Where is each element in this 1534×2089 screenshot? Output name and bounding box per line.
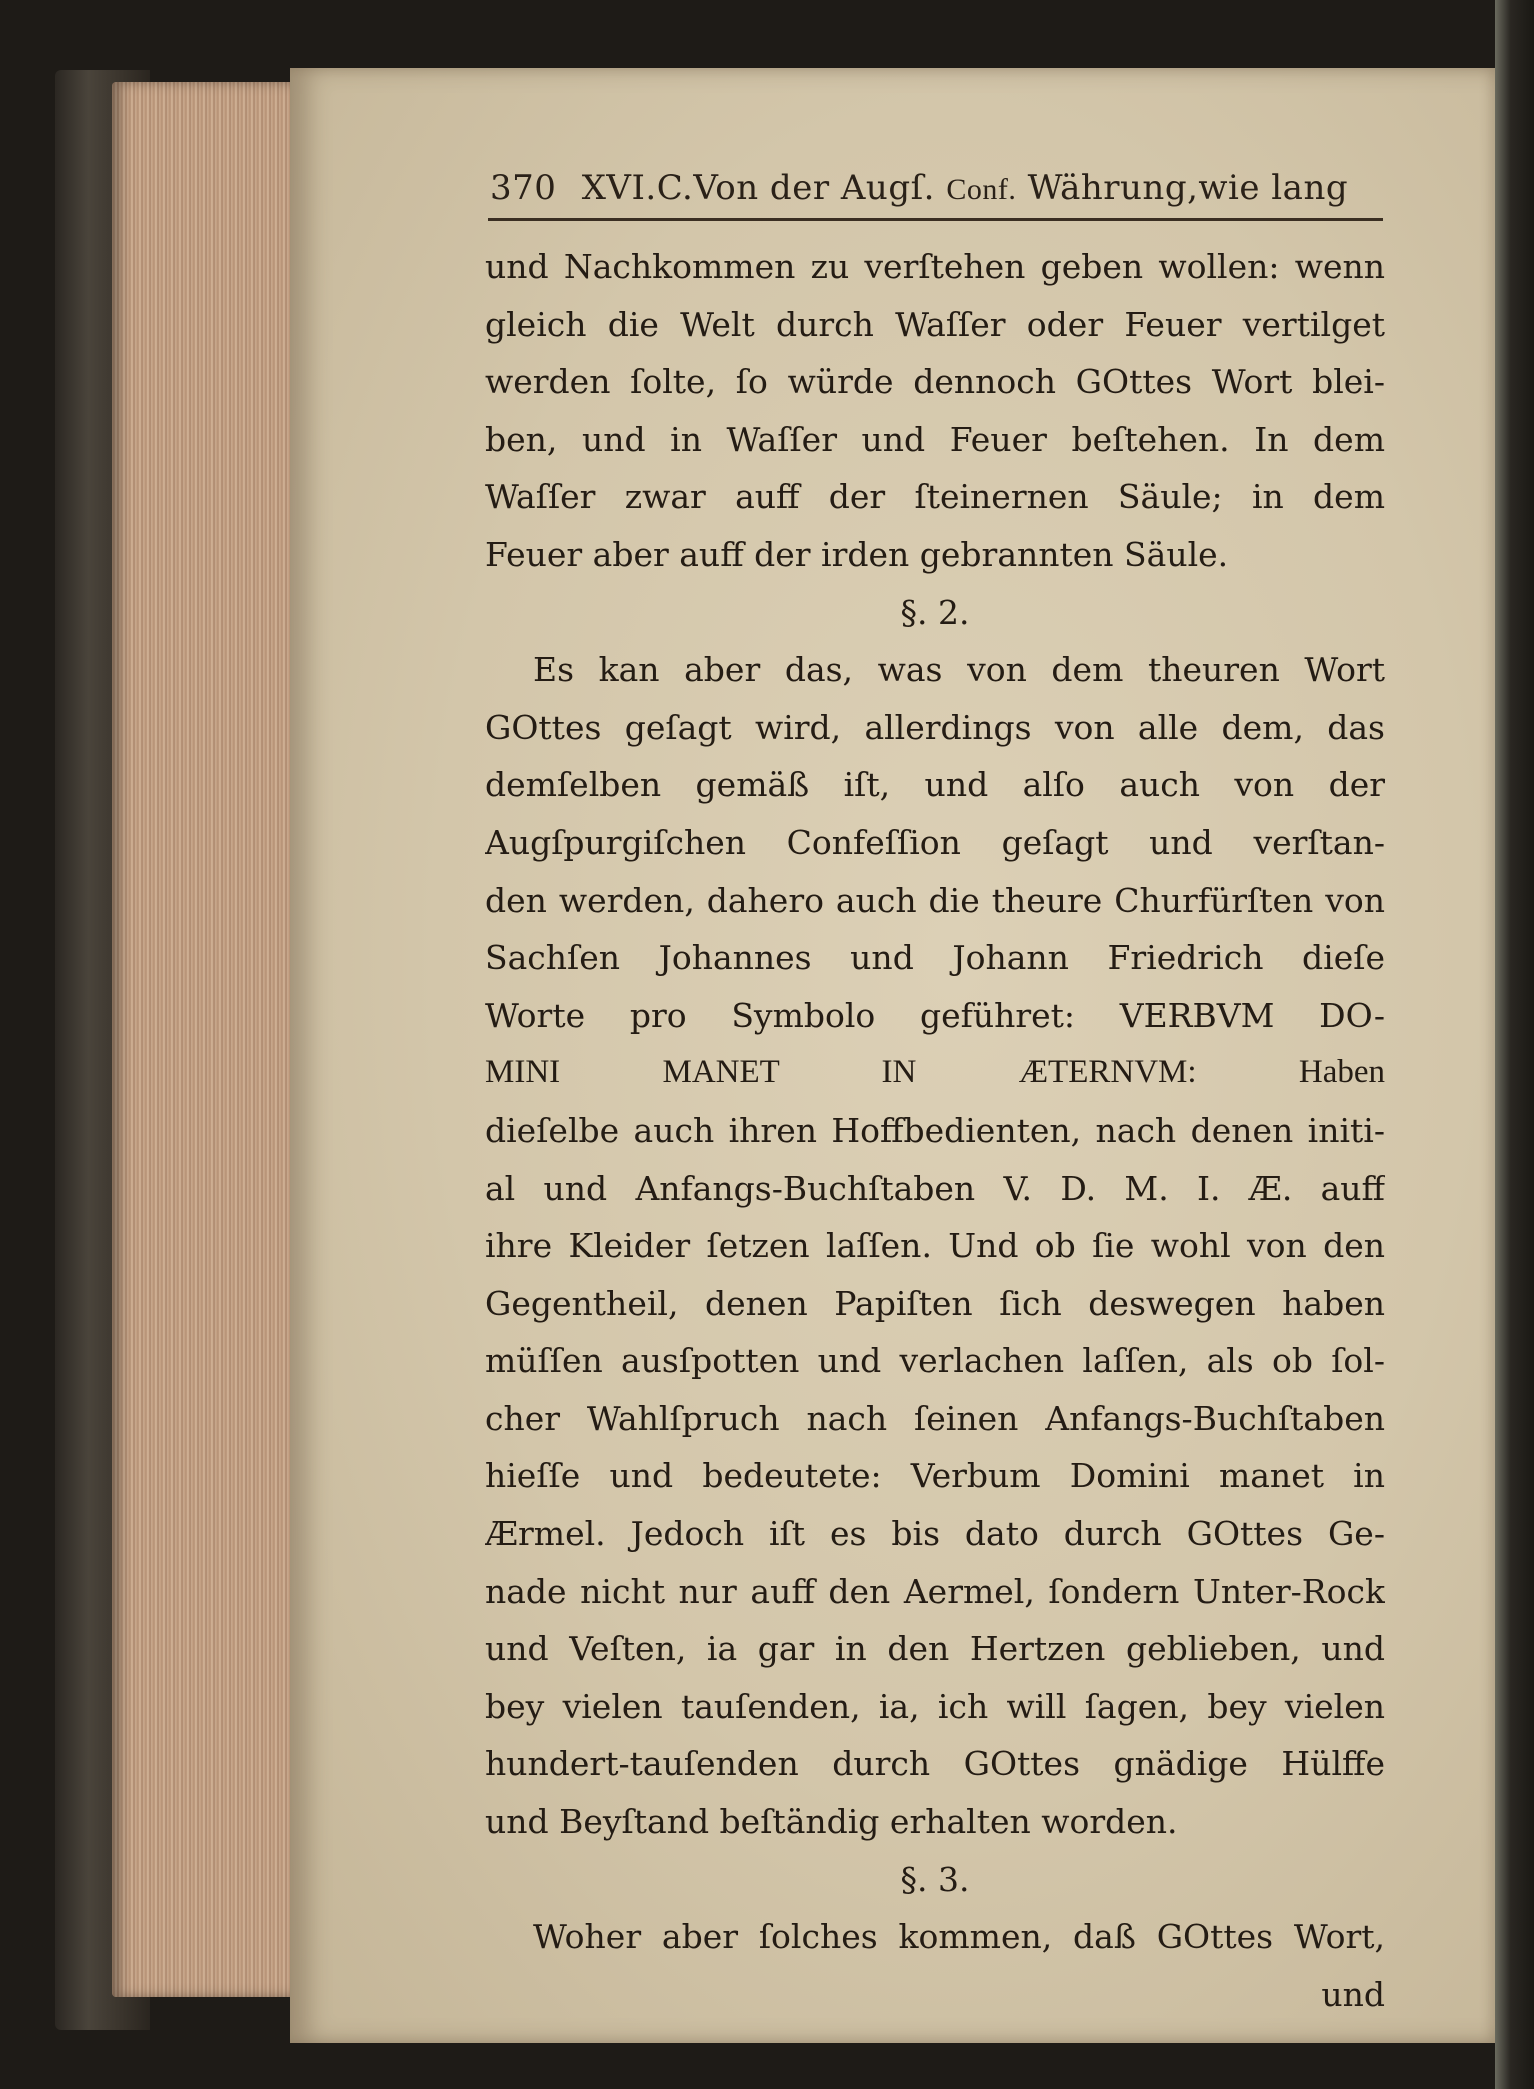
text-line: Gegentheil, denen Papiſten ſich deswegen haben	[485, 1283, 1385, 1323]
text-line: ihre Kleider ſetzen laſſen. Und ob ſie wohl von den	[485, 1226, 1385, 1266]
running-title: XVI.C.Von der Augſ.	[581, 168, 935, 208]
text-line: Ærmel. Jedoch iſt es bis dato durch GOttes Ge-	[485, 1514, 1385, 1554]
catchword: und	[1321, 1974, 1385, 2014]
page-number: 370	[490, 168, 557, 208]
text-line: Feuer aber auff der irden gebrannten Säule.	[485, 534, 1229, 574]
text-line: Sachſen Johannes und Johann Friedrich dieſe	[485, 938, 1385, 978]
header-rule	[488, 218, 1383, 221]
text-line: GOttes geſagt wird, allerdings von alle dem, das	[485, 707, 1385, 747]
text-line: ben, und in Waſſer und Feuer beſtehen. In dem	[485, 419, 1385, 459]
text-line: und Nachkommen zu verſtehen geben wollen: wenn	[485, 247, 1385, 286]
scan-background-edge	[1495, 0, 1534, 2089]
text-line: hundert-tauſenden durch GOttes gnädige Hülffe	[485, 1744, 1385, 1784]
text-line: al und Anfangs-Buchſtaben V. D. M. I. Æ. auff	[485, 1168, 1385, 1208]
text-line: Woher aber ſolches kommen, daß GOttes Wort,	[533, 1917, 1385, 1957]
running-title-conf: Conf.	[946, 173, 1017, 206]
running-title-rest: Währung,wie lang	[1027, 168, 1349, 208]
page-edges	[112, 82, 312, 1997]
text-line: Es kan aber das, was von dem theuren Wort	[533, 650, 1385, 690]
text-line: den werden, dahero auch die theure Churfürſten von	[485, 880, 1385, 920]
section-heading: §. 3.	[900, 1859, 970, 1899]
text-line: Worte pro Symbolo geführet: VERBVM DO-	[485, 995, 1385, 1035]
section-heading: §. 2.	[900, 592, 970, 632]
text-line: demſelben gemäß iſt, und alſo auch von der	[485, 765, 1385, 805]
text-line: müſſen ausſpotten und verlachen laſſen, als ob ſol-	[485, 1341, 1385, 1381]
text-line: bey vielen tauſenden, ia, ich will ſagen, bey vielen	[485, 1686, 1385, 1726]
text-line: MINI MANET IN ÆTERNVM: Haben	[485, 1054, 1385, 1091]
running-header	[490, 168, 1380, 208]
text-line: Waſſer zwar auff der ſteinernen Säule; in dem	[485, 477, 1385, 517]
text-line: und Veſten, ia gar in den Hertzen geblieben, und	[485, 1629, 1385, 1669]
text-line: werden ſolte, ſo würde dennoch GOttes Wort blei-	[485, 362, 1385, 402]
text-line: hieſſe und bedeutete: Verbum Domini manet in	[485, 1456, 1385, 1496]
text-line: und Beyſtand beſtändig erhalten worden.	[485, 1802, 1178, 1842]
text-line: cher Wahlſpruch nach ſeinen Anfangs-Buchſtaben	[485, 1398, 1385, 1438]
book-page	[290, 68, 1495, 2043]
text-line: Augſpurgiſchen Confeſſion geſagt und verſtan-	[485, 822, 1385, 862]
text-line: dieſelbe auch ihren Hoffbedienten, nach denen initi-	[485, 1110, 1385, 1150]
text-line: nade nicht nur auff den Aermel, ſondern Unter-Rock	[485, 1571, 1385, 1611]
body-text	[485, 238, 1385, 2023]
text-line: gleich die Welt durch Waſſer oder Feuer vertilget	[485, 304, 1385, 344]
